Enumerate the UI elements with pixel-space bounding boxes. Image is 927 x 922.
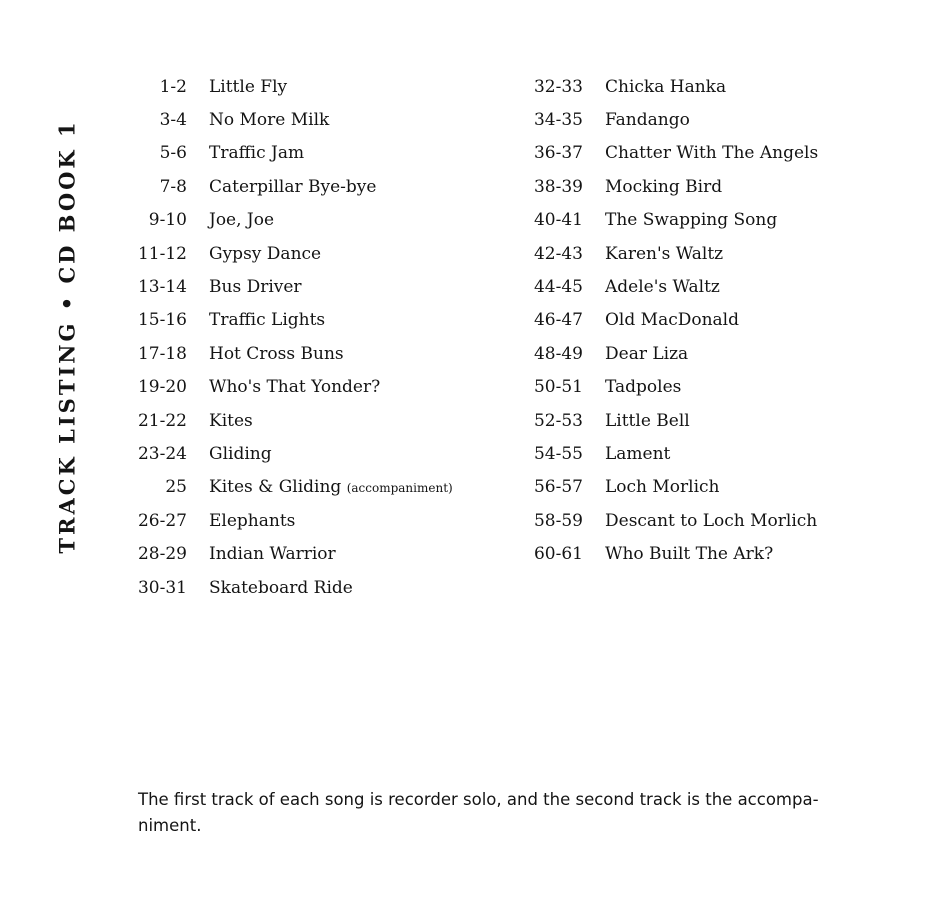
track-title [187, 77, 287, 97]
track-title [583, 344, 688, 364]
track-row [120, 70, 453, 103]
track-title [583, 310, 739, 330]
track-number: 23-24 [137, 443, 187, 464]
track-title [187, 411, 253, 431]
track-title-text: Traffic Lights [209, 310, 326, 331]
track-number: 52-53 [533, 410, 583, 431]
track-title-text: Little Fly [209, 76, 288, 97]
track-title-text: Skateboard Ride [209, 577, 353, 598]
track-title [583, 444, 670, 464]
track-row [120, 337, 453, 370]
track-note: (accompaniment) [346, 481, 453, 496]
track-row [120, 504, 453, 537]
track-title-text: No More Milk [209, 110, 330, 131]
track-title-text: Joe, Joe [209, 210, 275, 231]
track-title-text: Hot Cross Buns [209, 343, 344, 364]
track-title-text: Who's That Yonder? [209, 377, 381, 398]
footer-note [138, 787, 878, 839]
track-number: 13-14 [137, 277, 187, 298]
track-number: 48-49 [533, 343, 583, 364]
track-row [120, 304, 453, 337]
track-list-right [515, 70, 818, 571]
track-title [187, 477, 453, 497]
track-number: 44-45 [533, 277, 583, 298]
track-title-text: Loch Morlich [605, 477, 720, 498]
track-number: 9-10 [148, 210, 187, 231]
track-title-text: Bus Driver [209, 277, 302, 298]
track-title [187, 143, 304, 163]
track-row [515, 437, 818, 470]
track-title [187, 377, 380, 397]
track-title [583, 143, 818, 163]
track-number: 1-2 [159, 76, 187, 97]
track-number: 25 [165, 477, 187, 498]
track-row [120, 404, 453, 437]
track-title [583, 210, 777, 230]
track-title-text: Lament [605, 443, 671, 464]
track-row [120, 204, 453, 237]
track-number: 56-57 [533, 477, 583, 498]
track-number: 40-41 [533, 210, 583, 231]
track-number: 15-16 [137, 310, 187, 331]
track-title-text: Chatter With The Angels [605, 143, 819, 164]
track-row [120, 471, 453, 504]
track-row [120, 270, 453, 303]
track-row [120, 137, 453, 170]
track-title-text: Gypsy Dance [209, 243, 322, 264]
track-title-text: Fandango [605, 110, 690, 131]
track-number: 36-37 [533, 143, 583, 164]
track-title-text: Descant to Loch Morlich [605, 510, 818, 531]
side-title-text: TRACK LISTING • CD BOOK 1 [54, 118, 80, 554]
track-title [583, 277, 720, 297]
track-row [515, 170, 818, 203]
track-title-text: The Swapping Song [605, 210, 778, 231]
track-title [583, 177, 722, 197]
track-title-text: Old MacDonald [605, 310, 739, 331]
track-number: 21-22 [137, 410, 187, 431]
track-title-text: Tadpoles [605, 377, 682, 398]
track-row [515, 537, 818, 570]
track-title [583, 244, 723, 264]
footer-line-2: niment. [138, 816, 202, 835]
track-row [515, 404, 818, 437]
track-number: 11-12 [137, 243, 187, 264]
track-title [187, 344, 344, 364]
track-row [120, 437, 453, 470]
track-row [515, 237, 818, 270]
track-number: 3-4 [159, 110, 187, 131]
side-title [45, 85, 89, 587]
track-title-text: Caterpillar Bye-bye [209, 176, 377, 197]
track-number: 32-33 [533, 76, 583, 97]
track-row [515, 137, 818, 170]
track-row [120, 537, 453, 570]
track-number: 54-55 [533, 443, 583, 464]
track-title [187, 110, 329, 130]
track-row [515, 337, 818, 370]
track-row [120, 170, 453, 203]
track-title [187, 177, 376, 197]
track-title [583, 544, 773, 564]
track-title-text: Little Bell [605, 410, 690, 431]
track-number: 42-43 [533, 243, 583, 264]
track-row [120, 571, 453, 604]
track-number: 7-8 [159, 176, 187, 197]
track-title-text: Mocking Bird [605, 176, 723, 197]
track-title [583, 77, 726, 97]
track-list-left [120, 70, 453, 604]
track-title-text: Kites [209, 410, 253, 431]
track-title-text: Who Built The Ark? [605, 544, 774, 565]
track-number: 26-27 [137, 510, 187, 531]
track-row [515, 304, 818, 337]
track-title-text: Adele's Waltz [605, 277, 720, 298]
track-title-text: Traffic Jam [209, 143, 305, 164]
track-number: 34-35 [533, 110, 583, 131]
track-title [583, 377, 681, 397]
track-title [187, 578, 353, 598]
track-title [187, 310, 325, 330]
track-row [515, 471, 818, 504]
track-title [187, 244, 321, 264]
track-title [187, 277, 302, 297]
track-number: 5-6 [159, 143, 187, 164]
track-number: 19-20 [137, 377, 187, 398]
track-title-text: Gliding [209, 443, 272, 464]
track-number: 30-31 [137, 577, 187, 598]
track-title [187, 444, 272, 464]
track-title [187, 511, 295, 531]
track-number: 46-47 [533, 310, 583, 331]
track-title [187, 544, 336, 564]
track-number: 58-59 [533, 510, 583, 531]
track-title [583, 477, 720, 497]
track-number: 28-29 [137, 544, 187, 565]
track-number: 60-61 [533, 544, 583, 565]
track-title [583, 411, 690, 431]
track-title [583, 511, 817, 531]
track-row [515, 204, 818, 237]
track-number: 17-18 [137, 343, 187, 364]
track-title-text: Chicka Hanka [605, 76, 727, 97]
track-row [120, 103, 453, 136]
track-title-text: Dear Liza [605, 343, 689, 364]
footer-line-1: The first track of each song is recorder solo, and the second track is the accompa- [138, 790, 819, 809]
track-title-text: Indian Warrior [209, 544, 336, 565]
track-title [187, 210, 274, 230]
track-number: 38-39 [533, 176, 583, 197]
track-title [583, 110, 690, 130]
track-number: 50-51 [533, 377, 583, 398]
track-title-text: Elephants [209, 510, 296, 531]
track-title-text: Kites & Gliding [209, 477, 342, 498]
track-row [515, 371, 818, 404]
track-row [515, 504, 818, 537]
track-row [515, 103, 818, 136]
track-title-text: Karen's Waltz [605, 243, 724, 264]
track-row [120, 237, 453, 270]
track-row [515, 270, 818, 303]
track-row [120, 371, 453, 404]
track-row [515, 70, 818, 103]
